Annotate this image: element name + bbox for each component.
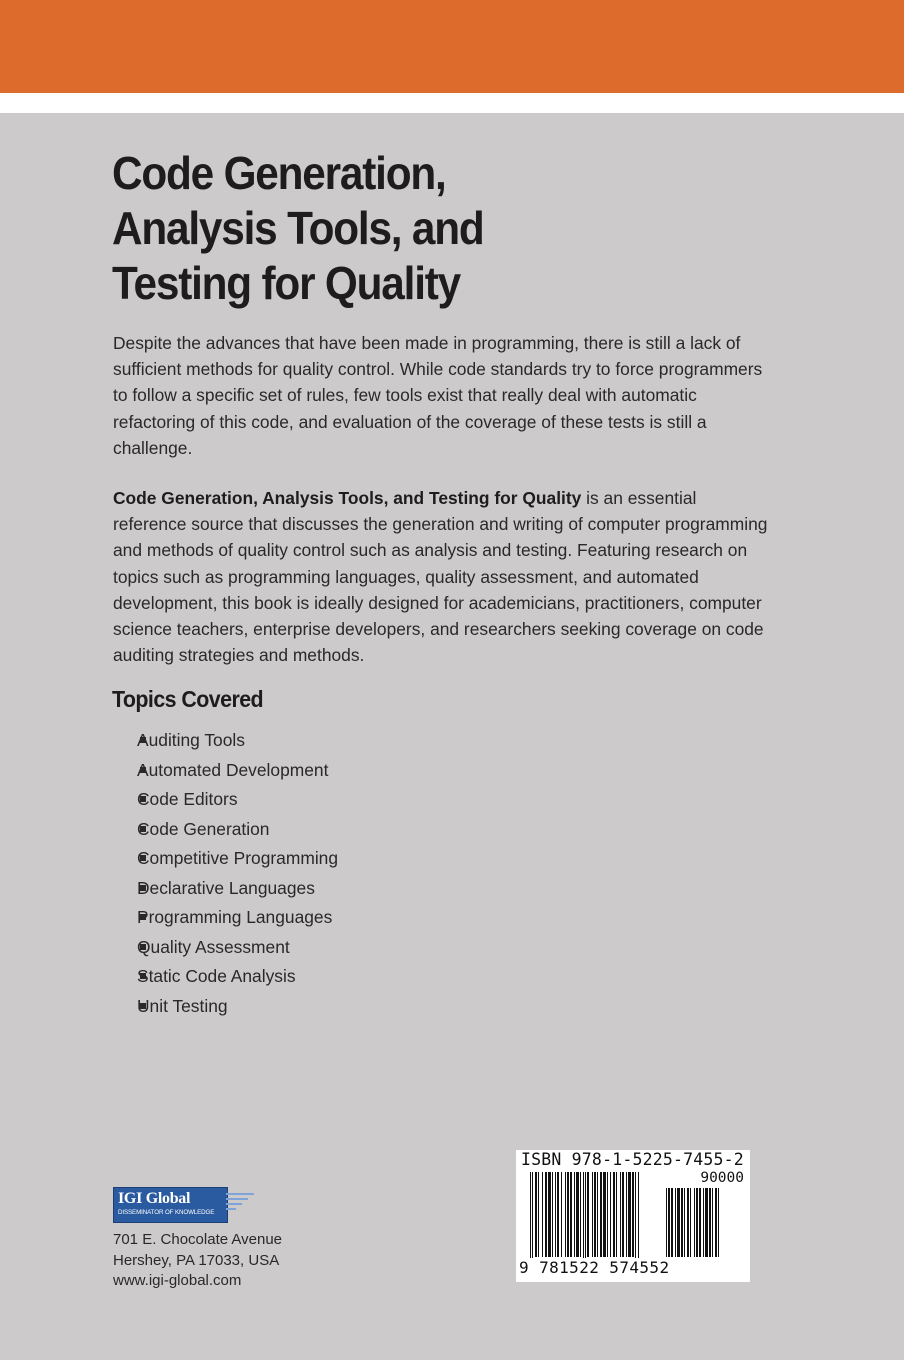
barcode-bar (552, 1172, 553, 1257)
barcode-bar (668, 1188, 670, 1257)
barcode-bar (597, 1172, 598, 1257)
barcode-bar (635, 1172, 636, 1265)
book-title-inline: Code Generation, Analysis Tools, and Testing for Quality (113, 488, 582, 508)
barcode-bar (538, 1172, 539, 1257)
isbn-barcode (516, 1150, 750, 1282)
topic-item: Static Code Analysis (137, 966, 296, 986)
barcode-bar (687, 1188, 689, 1257)
topic-item: Code Editors (137, 789, 238, 809)
logo-name: IGI Global (118, 1190, 191, 1207)
barcode-bar (545, 1172, 547, 1257)
barcode-bar (626, 1172, 627, 1257)
barcode-bar (565, 1172, 566, 1257)
barcode-bar (592, 1172, 593, 1257)
barcode-bar (638, 1172, 639, 1265)
title-line-2: Analysis Tools, and (112, 202, 484, 254)
barcode-bar (607, 1172, 608, 1257)
topic-item: Auditing Tools (137, 730, 245, 750)
address-city: Hershey, PA 17033, USA (113, 1251, 280, 1269)
barcode-main-bars (530, 1172, 655, 1265)
barcode-bar (694, 1188, 695, 1257)
address-street: 701 E. Chocolate Avenue (113, 1231, 283, 1248)
barcode-bar (585, 1172, 586, 1265)
barcode-bar (610, 1172, 611, 1257)
barcode-bar (580, 1172, 581, 1257)
isbn-text: ISBN 978-1-5225-7455-2 (521, 1150, 744, 1169)
barcode-bar (555, 1172, 556, 1257)
barcode-bar (632, 1172, 634, 1257)
barcode-bar (715, 1188, 717, 1257)
title-line-1: Code Generation, (112, 147, 446, 199)
barcode-bar (548, 1172, 551, 1257)
barcode-bar (567, 1172, 569, 1257)
barcode-bar (718, 1188, 719, 1257)
barcode-bar (628, 1172, 631, 1257)
barcode-bar (703, 1188, 704, 1257)
barcode-bar (532, 1172, 533, 1265)
barcode-bar (613, 1172, 615, 1257)
barcode-bar (620, 1172, 621, 1257)
topics-list (113, 727, 338, 1022)
white-divider-band (0, 93, 904, 113)
title-line-3: Testing for Quality (112, 257, 460, 309)
paragraph-2-text: is an essential reference source that discusses the generation and writing of computer programming and methods of quality control such as analysis and testing. Featuring research on topics such as programming languages, quality assessment, and automated development, this book is ideally designed for academicians, practitioners, computer science teachers, enterprise developers, and researchers seeking coverage on code auditing strategies and methods. (113, 488, 768, 666)
barcode-bar (603, 1172, 606, 1257)
topic-item: Unit Testing (137, 995, 228, 1016)
barcode-bar (690, 1188, 691, 1257)
barcode-bar (699, 1188, 701, 1257)
topic-item: Programming Languages (137, 907, 333, 927)
topic-item: Declarative Languages (137, 877, 315, 898)
barcode-bar (671, 1188, 673, 1257)
publisher-website: www.igi-global.com (113, 1272, 242, 1289)
barcode-bar (712, 1188, 713, 1257)
barcode-bar (557, 1172, 559, 1257)
barcode-bar (681, 1188, 683, 1257)
barcode-bar (587, 1172, 589, 1257)
barcode-bar (675, 1188, 676, 1257)
barcode-bar (705, 1188, 708, 1257)
barcode-bar (666, 1188, 667, 1257)
barcode-bar (594, 1172, 596, 1257)
topic-item: Competitive Programming (137, 848, 339, 868)
barcode-bar (542, 1172, 543, 1257)
logo-tagline: DISSEMINATOR OF KNOWLEDGE (118, 1209, 215, 1216)
barcode-bar (570, 1172, 572, 1257)
orange-header-band (0, 0, 904, 93)
topic-item: Quality Assessment (137, 936, 290, 957)
barcode-bar (576, 1172, 579, 1257)
topics-heading: Topics Covered (112, 686, 264, 712)
publisher-address (113, 1230, 282, 1292)
igi-global-logo (113, 1187, 253, 1223)
barcode-bar (622, 1172, 624, 1257)
barcode-bar (530, 1172, 531, 1265)
logo-speed-lines-icon (226, 1193, 254, 1215)
barcode-bar (616, 1172, 617, 1257)
barcode-bar (684, 1188, 685, 1257)
barcode-bar (561, 1172, 562, 1257)
barcode-bar (600, 1172, 602, 1257)
description-paragraph-2 (113, 485, 773, 668)
barcode-bar (677, 1188, 680, 1257)
barcode-bar (535, 1172, 537, 1257)
barcode-number: 9 781522 574552 (519, 1258, 670, 1277)
book-title (112, 146, 682, 311)
barcode-bar (709, 1188, 711, 1257)
topic-item: Code Generation (137, 818, 270, 839)
description-paragraph-1: Despite the advances that have been made in programming, there is still a lack of sufficient methods for quality control. While code standards try to force programmers to follow a specific set of rules, few tools exist that really deal with automatic refactoring of this code, and evaluation of the coverage of these tests is still a challenge. (113, 333, 763, 458)
price-code: 90000 (700, 1170, 744, 1186)
logo-box (113, 1187, 228, 1223)
topic-item: Automated Development (137, 759, 329, 780)
barcode-bar (696, 1188, 698, 1257)
barcode-addon-bars (666, 1188, 744, 1265)
barcode-bar (583, 1172, 584, 1265)
barcode-bar (574, 1172, 575, 1257)
